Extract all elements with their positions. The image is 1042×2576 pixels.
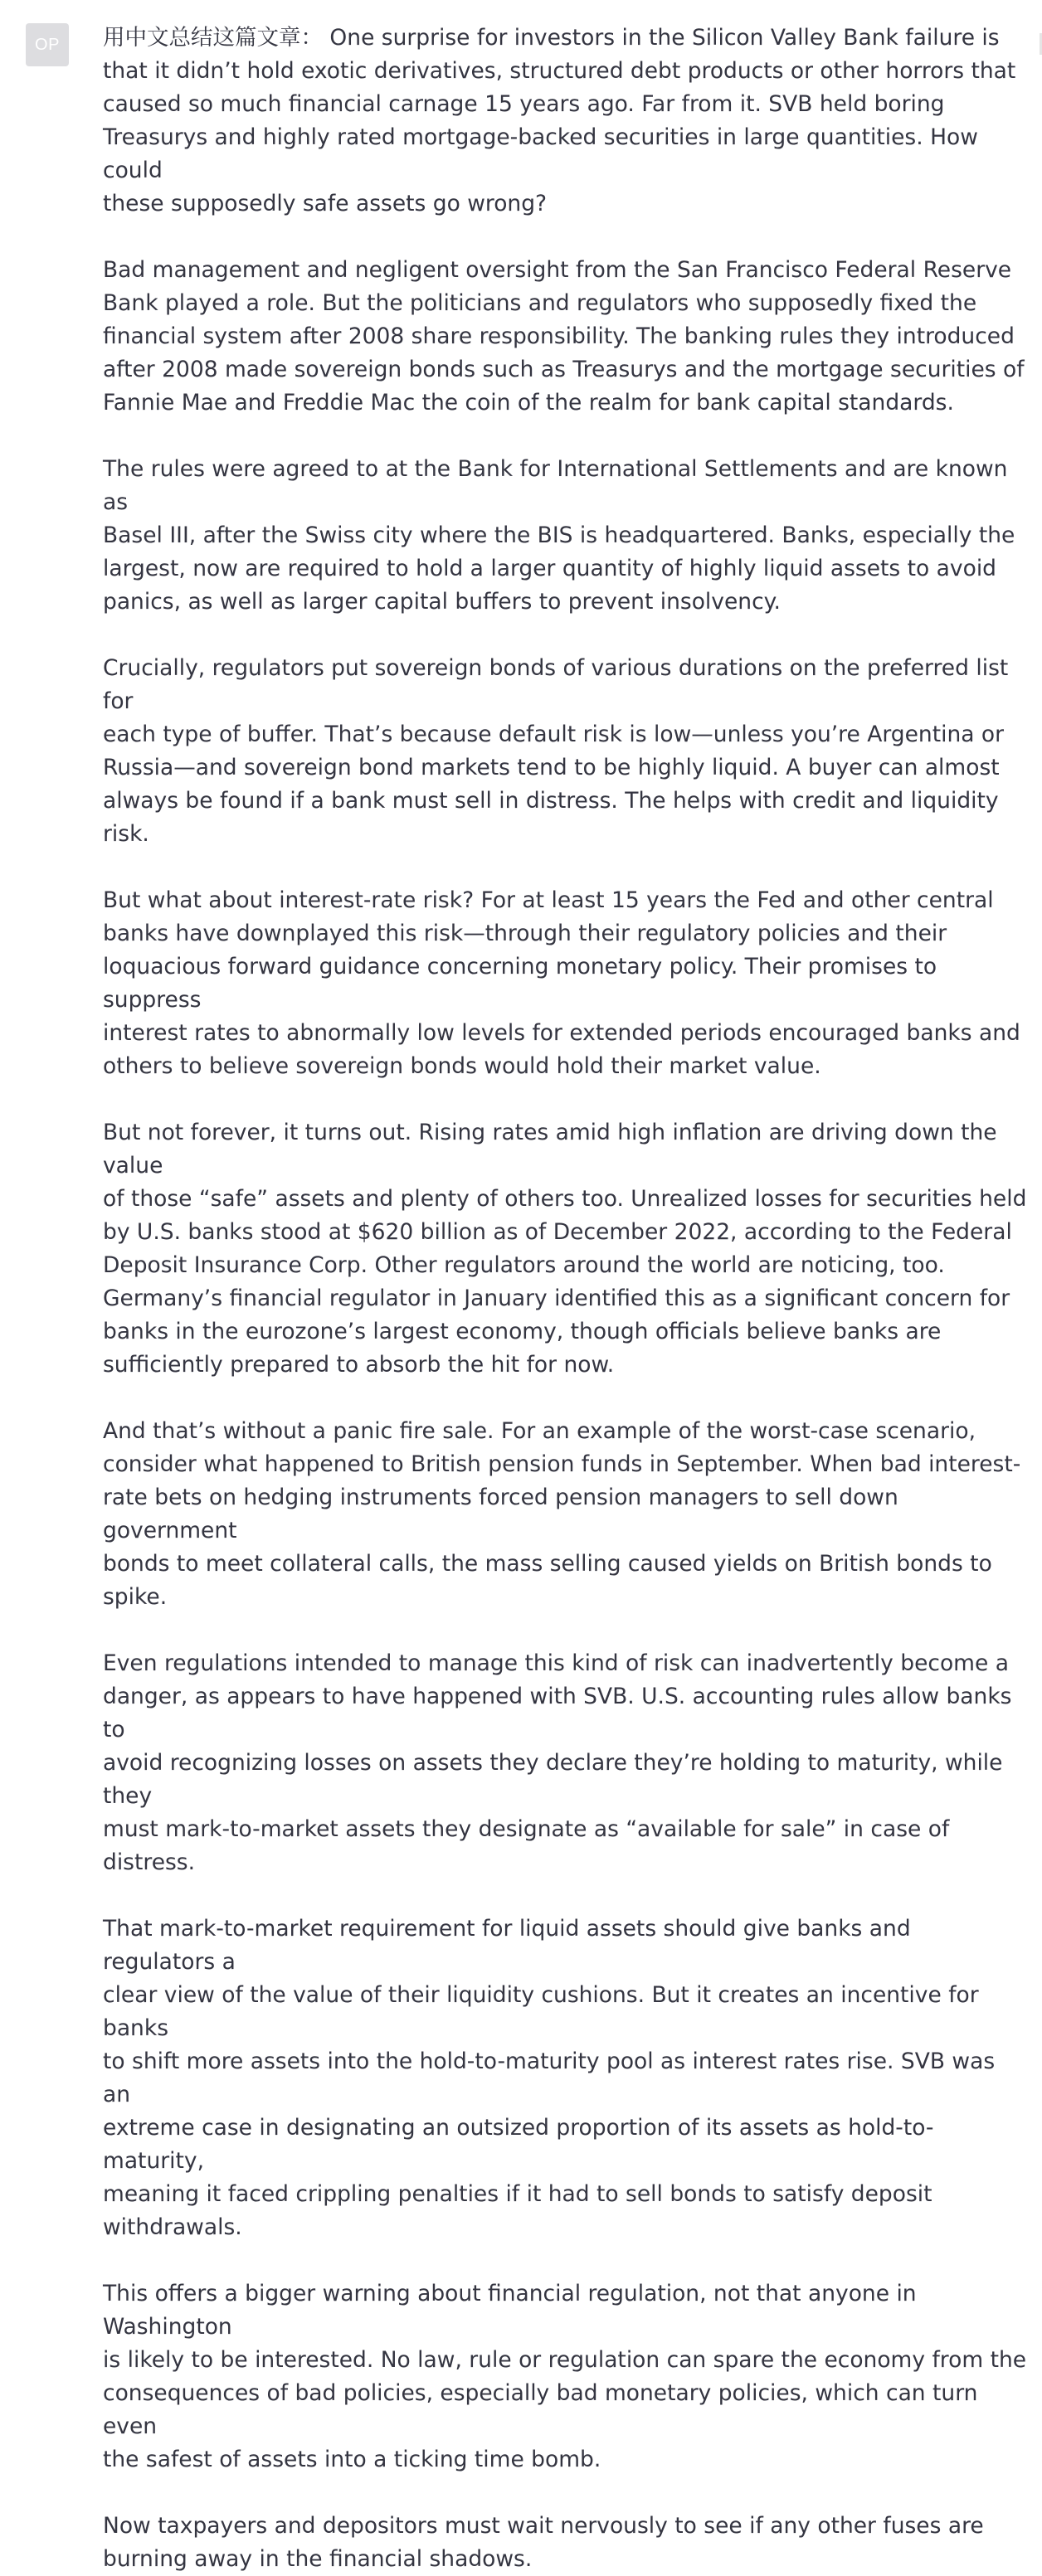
message-paragraph-5: But what about interest-rate risk? For at least 15 years the Fed and other central banks have downplayed this risk—through their regulatory policies and their loquacious forward guidance concerning monetary policy. Their promises to suppress interest rates to abnormally low levels for extended periods encouraged banks and others to believe sovereign bonds would hold their market value. bbox=[103, 887, 1020, 1079]
message-paragraph-7: And that’s without a panic fire sale. For an example of the worst-case scenario, consider what happened to British pension funds in September. When bad interest- rate bets on hedging instruments forced pension managers to sell down government bonds to meet collateral calls, the mass selling caused yields on British bonds to spike. bbox=[103, 1418, 1021, 1610]
message-paragraph-4: Crucially, regulators put sovereign bonds of various durations on the preferred list for each type of buffer. That’s because default risk is low—unless you’re Argentina or Russia—and sovereign bond markets tend to be highly liquid. A buyer can almost always be found if a bank must sell in distress. The helps with credit and liquidity risk. bbox=[103, 655, 1009, 847]
message-paragraph-8: Even regulations intended to manage this kind of risk can inadvertently become a danger, as appears to have happened with SVB. U.S. accounting rules allow banks to avoid recognizing losses on assets they declare they’re holding to maturity, while they must mark-to-market assets they designate as “available for sale” in case of distress. bbox=[103, 1650, 1012, 1875]
user-message-text bbox=[103, 22, 1027, 2576]
message-paragraph-3: The rules were agreed to at the Bank for International Settlements and are known as Basel III, after the Swiss city where the BIS is headquartered. Banks, especially the largest, now are required to hold a larger quantity of highly liquid assets to avoid panics, as well as larger capital buffers to prevent insolvency. bbox=[103, 456, 1015, 615]
user-avatar: OP bbox=[26, 23, 69, 66]
message-paragraph-2: Bad management and negligent oversight from the San Francisco Federal Reserve Bank played a role. But the politicians and regulators who supposedly fixed the financial system after 2008 share responsibility. The banking rules they introduced after 2008 made sovereign bonds such as Treasurys and the mortgage securities of Fannie Mae and Freddie Mac the coin of the realm for bank capital standards. bbox=[103, 257, 1025, 416]
message-paragraph-6: But not forever, it turns out. Rising rates amid high inflation are driving down the value of those “safe” assets and plenty of others too. Unrealized losses for securities held by U.S. banks stood at $620 billion as of December 2022, according to the Federal Deposit Insurance Corp. Other regulators around the world are noticing, too. Germany’s financial regulator in January identified this as a significant concern for banks in the eurozone’s largest economy, though officials believe banks are sufficiently prepared to absorb the hit for now. bbox=[103, 1120, 1027, 1378]
message-paragraph-9: That mark-to-market requirement for liquid assets should give banks and regulators a clear view of the value of their liquidity cushions. But it creates an incentive for banks to shift more assets into the hold-to-maturity pool as interest rates rise. SVB was an extreme case in designating an outsized proportion of its assets as hold-to-maturity, meaning it faced crippling penalties if it had to sell bonds to satisfy deposit withdrawals. bbox=[103, 1916, 996, 2240]
message-paragraph-1: 用中文总结这篇文章： One surprise for investors in the Silicon Valley Bank failure is that it didn’t hold exotic derivatives, structured debt products or other horrors that caused so much financial carnage 15 years ago. Far from it. SVB held boring Treasurys and highly rated mortgage-backed securities in large quantities. How could these supposedly safe assets go wrong? bbox=[103, 25, 1016, 216]
message-paragraph-10: This offers a bigger warning about financial regulation, not that anyone in Washington is likely to be interested. No law, rule or regulation can spare the economy from the consequences of bad policies, especially bad monetary policies, which can turn even the safest of assets into a ticking time bomb. bbox=[103, 2281, 1027, 2472]
message-paragraph-11: Now taxpayers and depositors must wait nervously to see if any other fuses are burning away in the financial shadows. bbox=[103, 2513, 984, 2572]
